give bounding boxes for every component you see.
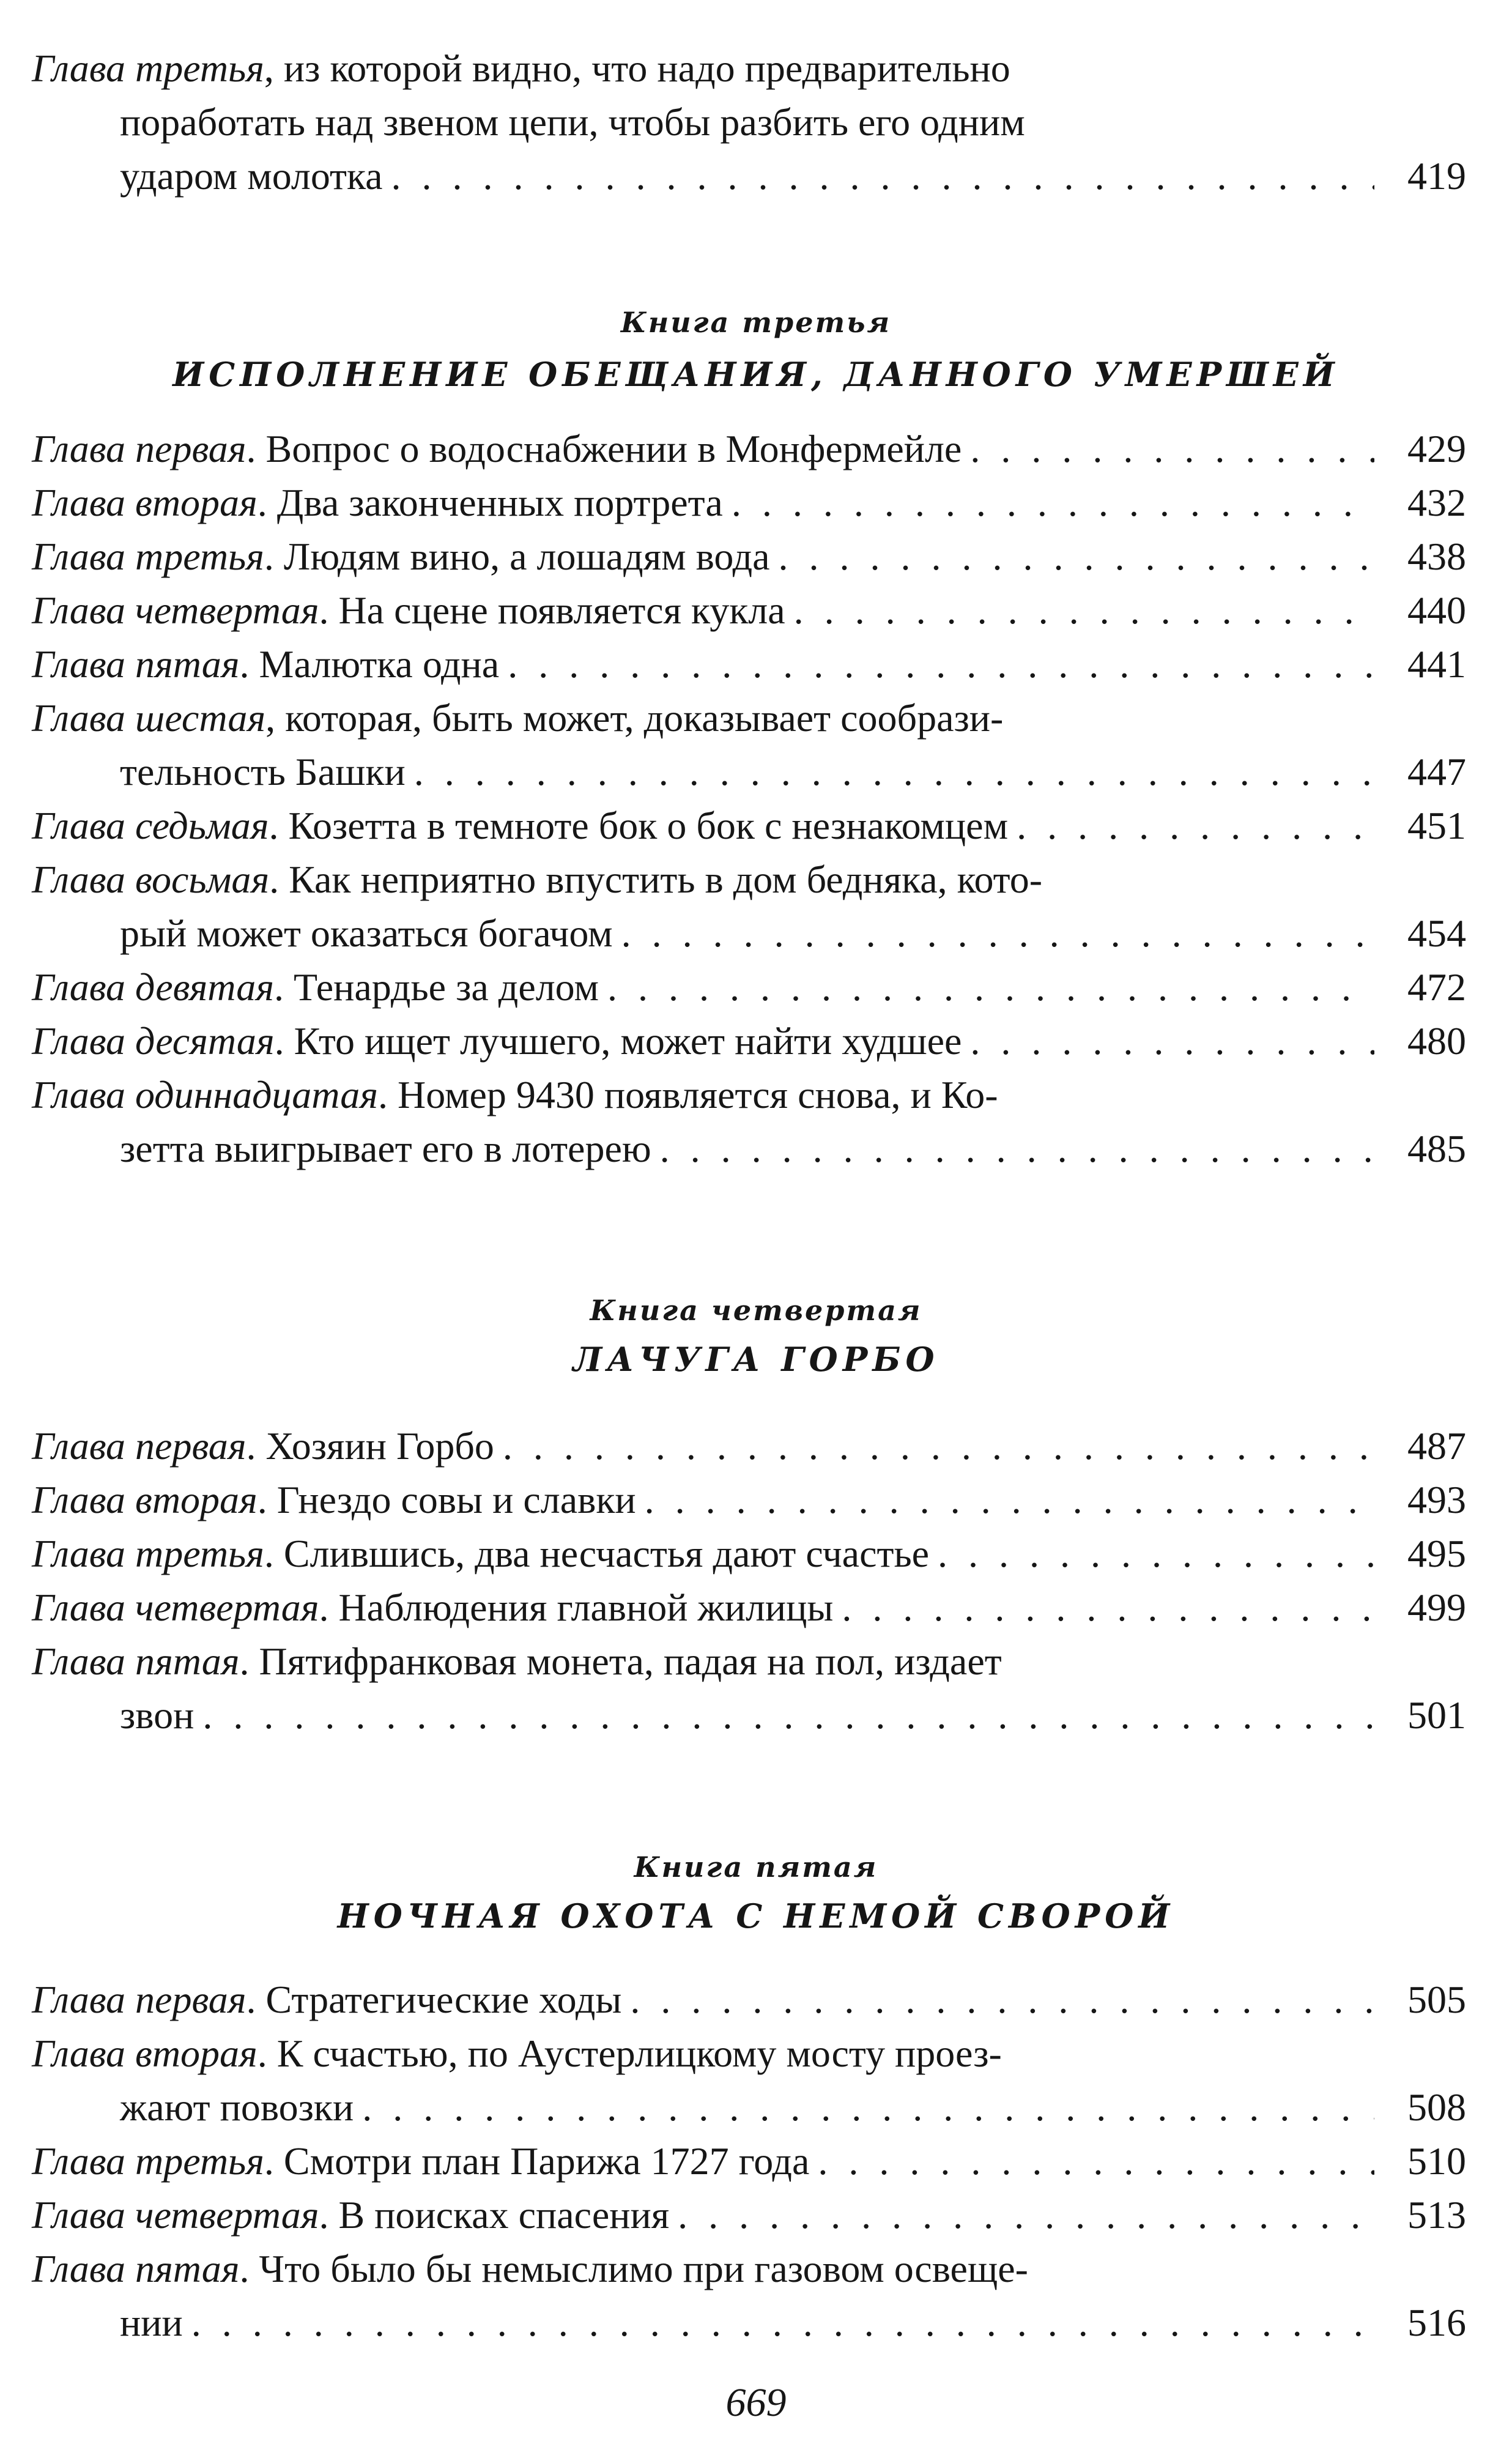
chapter-text: . Хозяин Горбо — [246, 1424, 494, 1468]
dot-leader — [354, 2081, 1374, 2134]
chapter-text: . Кто ищет лучшего, может найти худшее — [274, 1019, 962, 1063]
entry-line — [32, 584, 1466, 637]
toc-entry — [32, 853, 1466, 960]
entry-line — [32, 149, 1466, 203]
toc-entry — [32, 1068, 1466, 1176]
dot-leader — [962, 1014, 1374, 1068]
chapter-label: Глава третья — [32, 535, 264, 578]
entry-line — [32, 1581, 1466, 1635]
page-number: 487 — [1407, 1424, 1466, 1468]
toc-entry — [32, 422, 1466, 476]
chapter-text: . На сцене появляется кукла — [319, 589, 785, 632]
page-folio: 669 — [725, 2380, 787, 2425]
chapter-label: Глава четвертая — [32, 589, 319, 632]
chapter-label: Глава вторая — [32, 1478, 258, 1521]
chapter-label: Глава десятая — [32, 1019, 275, 1063]
toc-entry — [32, 2188, 1466, 2242]
chapter-text: . Людям вино, а лошадям вода — [264, 535, 770, 578]
toc-entry — [32, 1635, 1466, 1742]
dot-leader — [499, 637, 1374, 691]
chapter-text: нии — [120, 2301, 183, 2344]
chapter-text: . Вопрос о водоснабжении в Монфермейле — [246, 427, 962, 470]
toc-entry — [32, 1527, 1466, 1581]
toc-entry — [32, 691, 1466, 799]
chapter-label: Глава одиннадцатая — [32, 1073, 378, 1116]
entry-line — [32, 1014, 1466, 1068]
chapter-text: . Малютка одна — [239, 642, 500, 686]
chapter-label: Глава первая — [32, 1978, 246, 2021]
page-number: 454 — [1407, 912, 1466, 955]
book-label: Книга третья — [620, 306, 892, 339]
entry-line — [32, 1635, 1466, 1688]
entry-line — [32, 2188, 1466, 2242]
page-number: 501 — [1407, 1693, 1466, 1737]
chapter-label: Глава первая — [32, 427, 246, 470]
toc-entry — [32, 637, 1466, 691]
entry-line — [32, 1688, 1466, 1742]
dot-leader — [929, 1527, 1374, 1581]
chapter-text: . Гнездо совы и славки — [257, 1478, 636, 1521]
chapter-label: Глава седьмая — [32, 804, 269, 847]
chapter-label: Глава третья — [32, 1532, 264, 1575]
chapter-label: Глава вторая — [32, 481, 258, 524]
entry-line — [32, 422, 1466, 476]
chapter-text: . Как неприятно впустить в дом бедняка, кото- — [269, 858, 1043, 901]
chapter-label: Глава восьмая — [32, 858, 270, 901]
entry-line — [32, 2296, 1466, 2350]
chapter-label: Глава первая — [32, 1424, 246, 1468]
dot-leader — [785, 584, 1374, 637]
page-number: 429 — [1407, 427, 1466, 470]
page-number: 493 — [1407, 1478, 1466, 1521]
entry-line — [32, 1419, 1466, 1473]
toc-entry — [32, 476, 1466, 530]
dot-leader — [1008, 799, 1374, 853]
entry-line — [32, 476, 1466, 530]
toc-entry — [32, 584, 1466, 637]
entry-line — [32, 2242, 1466, 2296]
chapter-text: ударом молотка — [120, 154, 383, 198]
chapter-text: . Номер 9430 появляется снова, и Ко- — [377, 1073, 998, 1116]
dot-leader — [621, 1973, 1374, 2027]
page-number: 495 — [1407, 1532, 1466, 1575]
dot-leader — [833, 1581, 1374, 1635]
dot-leader — [651, 1122, 1374, 1176]
book-label: Книга четвертая — [590, 1294, 922, 1327]
toc-entry — [32, 2027, 1466, 2134]
chapter-label: Глава четвертая — [32, 1586, 319, 1629]
page-number: 499 — [1407, 1586, 1466, 1629]
page-number: 432 — [1407, 481, 1466, 524]
entry-line — [32, 1527, 1466, 1581]
chapter-label: Глава третья — [32, 46, 264, 90]
chapter-label: Глава девятая — [32, 965, 275, 1009]
toc-entry-top — [32, 42, 1466, 203]
chapter-label: Глава пятая — [32, 642, 240, 686]
book-title: ЛАЧУГА ГОРБО — [573, 1340, 939, 1379]
chapter-text: жают повозки — [120, 2085, 354, 2129]
chapter-text: . Смотри план Парижа 1727 года — [264, 2139, 810, 2183]
dot-leader — [770, 530, 1374, 584]
entry-line — [32, 745, 1466, 799]
chapter-text: . К счастью, по Аустерлицкому мосту проез- — [257, 2032, 1002, 2075]
toc-entry — [32, 1973, 1466, 2027]
toc-entry — [32, 1473, 1466, 1527]
chapter-label: Глава шестая — [32, 696, 266, 740]
chapter-text: . Пятифранковая монета, падая на пол, издает — [239, 1639, 1002, 1683]
page-number: 480 — [1407, 1019, 1466, 1063]
dot-leader — [194, 1688, 1374, 1742]
chapter-text: тельность Башки — [120, 750, 406, 793]
chapter-text: . Тенардье за делом — [274, 965, 599, 1009]
page-number: 510 — [1407, 2139, 1466, 2183]
book-title: НОЧНАЯ ОХОТА С НЕМОЙ СВОРОЙ — [337, 1896, 1175, 1936]
dot-leader — [406, 745, 1374, 799]
dot-leader — [599, 960, 1374, 1014]
page-number: 513 — [1407, 2193, 1466, 2237]
entry-line — [32, 530, 1466, 584]
entry-line — [32, 95, 1466, 149]
entry-line — [32, 1473, 1466, 1527]
chapter-text: рый может оказаться богачом — [120, 912, 613, 955]
dot-leader — [669, 2188, 1374, 2242]
entry-line — [32, 2081, 1466, 2134]
toc-entry — [32, 799, 1466, 853]
chapter-label: Глава четвертая — [32, 2193, 319, 2237]
page-number: 472 — [1407, 965, 1466, 1009]
entry-line — [32, 853, 1466, 907]
entry-line — [32, 960, 1466, 1014]
entry-line — [32, 1973, 1466, 2027]
toc-entry — [32, 1014, 1466, 1068]
page-number: 505 — [1407, 1978, 1466, 2021]
entry-line — [32, 42, 1466, 95]
chapter-text: . Стратегические ходы — [246, 1978, 622, 2021]
entry-line — [32, 1122, 1466, 1176]
toc-entry — [32, 530, 1466, 584]
chapter-text: . В поисках спасения — [319, 2193, 670, 2237]
entry-line — [32, 691, 1466, 745]
toc-entry — [32, 960, 1466, 1014]
chapter-text: зетта выигрывает его в лотерею — [120, 1127, 651, 1170]
chapter-text: . Наблюдения главной жилицы — [319, 1586, 834, 1629]
chapter-label: Глава вторая — [32, 2032, 258, 2075]
dot-leader — [962, 422, 1374, 476]
page-number: 438 — [1407, 535, 1466, 578]
chapter-text: . Козетта в темноте бок о бок с незнакомцем — [269, 804, 1009, 847]
dot-leader — [613, 907, 1374, 960]
page-number: 508 — [1407, 2085, 1466, 2129]
entry-line — [32, 799, 1466, 853]
chapter-text: . Слившись, два несчастья дают счастье — [264, 1532, 930, 1575]
chapter-label: Глава пятая — [32, 2247, 240, 2290]
entry-line — [32, 2027, 1466, 2081]
page-number: 440 — [1407, 589, 1466, 632]
toc-entry — [32, 2134, 1466, 2188]
chapter-text: , из которой видно, что надо предварительно — [264, 46, 1010, 90]
chapter-text: . Два законченных портрета — [257, 481, 723, 524]
chapter-label: Глава третья — [32, 2139, 264, 2183]
page-number: 451 — [1407, 804, 1466, 847]
book-label: Книга пятая — [634, 1851, 878, 1884]
chapter-text: . Что было бы немыслимо при газовом освеще- — [239, 2247, 1028, 2290]
dot-leader — [636, 1473, 1374, 1527]
chapter-label: Глава пятая — [32, 1639, 240, 1683]
chapter-text: , которая, быть может, доказывает сообрази- — [265, 696, 1004, 740]
chapter-text: звон — [120, 1693, 195, 1737]
entry-line — [32, 2134, 1466, 2188]
dot-leader — [382, 149, 1374, 203]
toc-entry — [32, 2242, 1466, 2350]
page-number: 485 — [1407, 1127, 1466, 1170]
dot-leader — [809, 2134, 1374, 2188]
page-number: 441 — [1407, 642, 1466, 686]
entry-line — [32, 637, 1466, 691]
toc-entry — [32, 1419, 1466, 1473]
book-title: ИСПОЛНЕНИЕ ОБЕЩАНИЯ, ДАННОГО УМЕРШЕЙ — [172, 355, 1340, 394]
page-number: 516 — [1407, 2301, 1466, 2344]
dot-leader — [183, 2296, 1374, 2350]
entry-line — [32, 1068, 1466, 1122]
page-number: 447 — [1407, 750, 1466, 793]
page-number: 419 — [1407, 154, 1466, 198]
dot-leader — [723, 476, 1374, 530]
dot-leader — [494, 1419, 1374, 1473]
entry-line — [32, 907, 1466, 960]
chapter-text: поработать над звеном цепи, чтобы разбить его одним — [120, 100, 1025, 144]
toc-entry — [32, 1581, 1466, 1635]
